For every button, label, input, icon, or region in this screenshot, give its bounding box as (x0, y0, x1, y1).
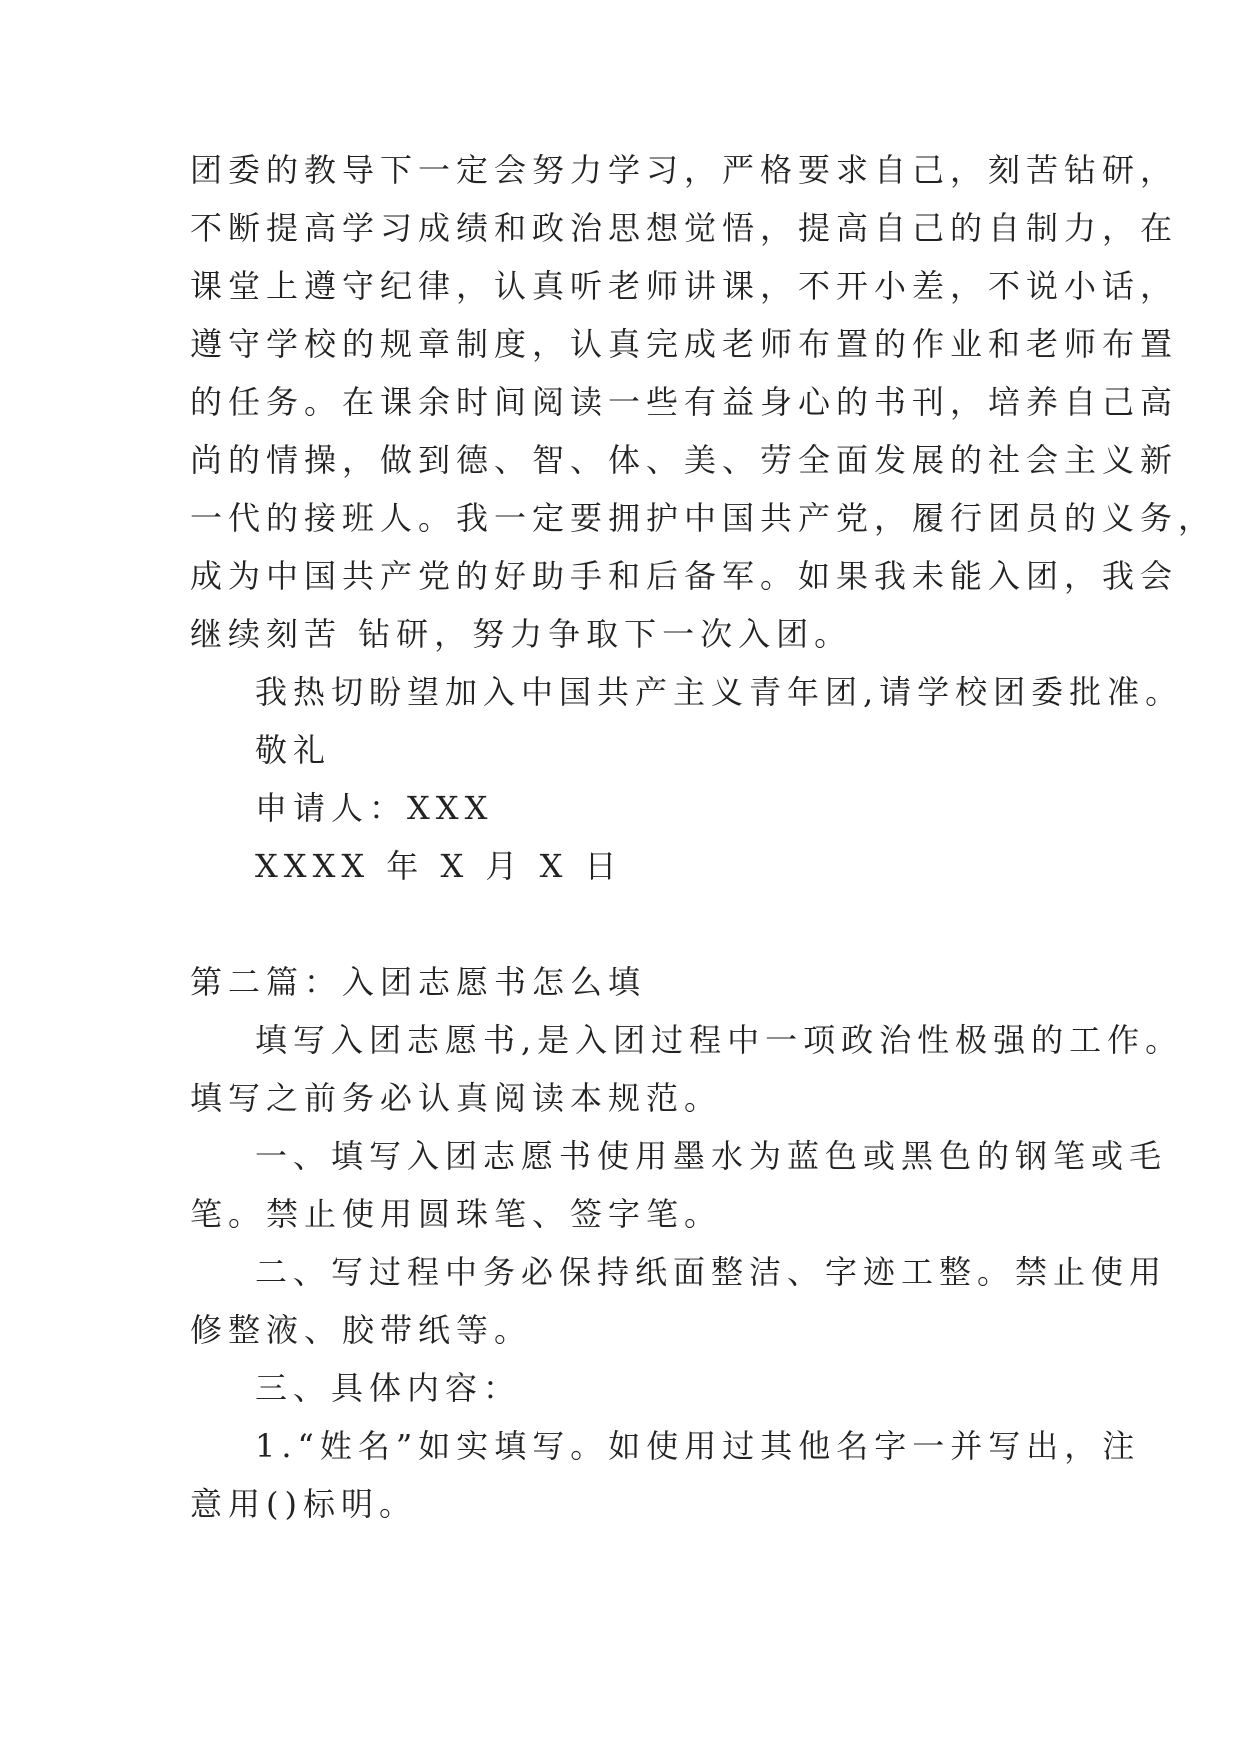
intro-line: 填写之前务必认真阅读本规范。 (190, 1079, 723, 1117)
date-line: XXXX 年 X 月 X 日 (255, 847, 623, 885)
body-text-line: 成为中国共产党的好助手和后备军。如果我未能入团，我会 (190, 557, 1179, 595)
body-text-line: 团委的教导下一定会努力学习，严格要求自己，刻苦钻研， (190, 151, 1179, 189)
rule-one-line: 笔。禁止使用圆珠笔、签字笔。 (190, 1195, 723, 1233)
body-text-line: 不断提高学习成绩和政治思想觉悟，提高自己的自制力，在 (190, 209, 1179, 247)
applicant-signature: 申请人：XXX (255, 789, 494, 827)
item-one-line: 意用()标明。 (190, 1485, 417, 1523)
item-one-line: 1.“姓名”如实填写。如使用过其他名字一并写出，注 (255, 1427, 1141, 1465)
body-text-line: 尚的情操，做到德、智、体、美、劳全面发展的社会主义新 (190, 441, 1179, 479)
body-text-line: 继续刻苦 钻研，努力争取下一次入团。 (190, 615, 853, 653)
body-text-line: 一代的接班人。我一定要拥护中国共产党，履行团员的义务， (190, 499, 1217, 537)
rule-three-heading: 三、具体内容： (255, 1369, 522, 1407)
body-text-line: 遵守学校的规章制度，认真完成老师布置的作业和老师布置 (190, 325, 1179, 363)
rule-two-line: 修整液、胶带纸等。 (190, 1311, 533, 1349)
rule-one-line: 一、填写入团志愿书使用墨水为蓝色或黑色的钢笔或毛 (255, 1137, 1168, 1175)
closing-wish: 我热切盼望加入中国共产主义青年团,请学校团委批准。 (255, 673, 1184, 711)
body-text-line: 的任务。在课余时间阅读一些有益身心的书刊，培养自己高 (190, 383, 1179, 421)
body-text-line: 课堂上遵守纪律，认真听老师讲课，不开小差，不说小话， (190, 267, 1179, 305)
intro-line: 填写入团志愿书,是入团过程中一项政治性极强的工作。 (255, 1021, 1184, 1059)
rule-two-line: 二、写过程中务必保持纸面整洁、字迹工整。禁止使用 (255, 1253, 1168, 1291)
section-title: 第二篇：入团志愿书怎么填 (190, 963, 647, 1001)
salutation: 敬礼 (255, 731, 332, 769)
